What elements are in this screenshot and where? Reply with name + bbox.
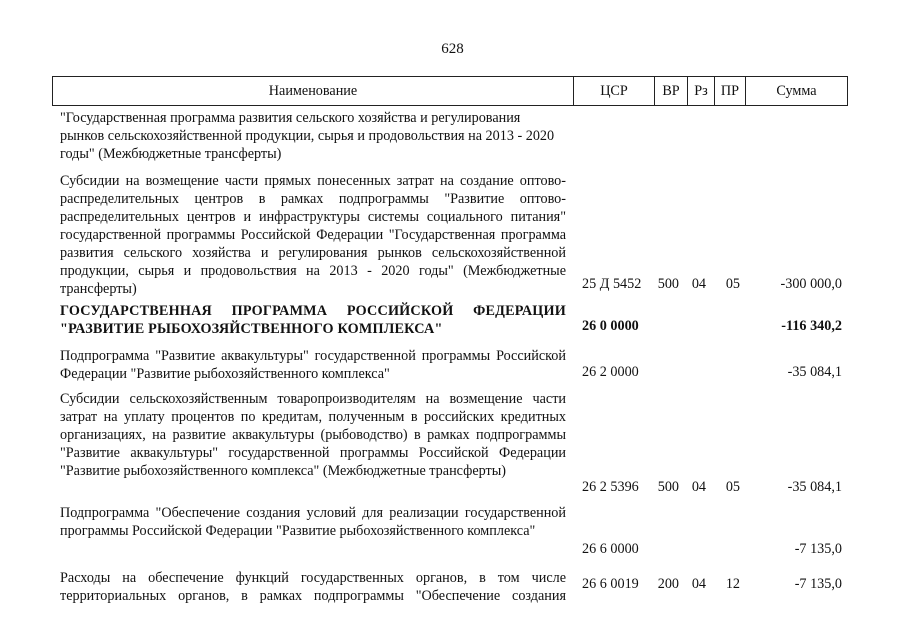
row-sum: -7 135,0 <box>794 576 842 592</box>
row-rz: 04 <box>691 276 706 292</box>
header-name: Наименование <box>268 83 358 99</box>
row-sum: -116 340,2 <box>781 318 842 334</box>
row-csr: 26 6 0019 <box>582 576 639 592</box>
header-rz: Рз <box>694 83 708 99</box>
header-sum: Сумма <box>776 83 817 99</box>
row-vr: 500 <box>657 479 679 495</box>
row-sum: -7 135,0 <box>794 541 842 557</box>
row-pr: 12 <box>725 576 740 592</box>
row-name: Расходы на обеспечение функций государственных органов, в том числе территориальных органов, в рамках подпрограммы "Обеспечение создания <box>60 570 566 604</box>
row-csr: 26 0 0000 <box>582 318 639 334</box>
row-sum: -300 000,0 <box>780 276 842 292</box>
table-header <box>52 76 848 106</box>
row-csr: 26 2 0000 <box>582 364 639 380</box>
header-csr: ЦСР <box>600 83 628 99</box>
row-name: "Государственная программа развития сельского хозяйства и регулирования рынков сельскохозяйственной продукции, сырья и продовольствия на 2013 - 2020 годы" (Межбюджетные трансферты) <box>60 110 555 162</box>
row-rz: 04 <box>691 576 706 592</box>
header-vr: ВР <box>662 83 680 99</box>
row-name: Подпрограмма "Развитие аквакультуры" государственной программы Российской Федерации "Развитие рыбохозяйственного комплекса" <box>60 348 566 382</box>
row-name: Субсидии сельскохозяйственным товаропроизводителям на возмещение части затрат на уплату процентов по кредитам, полученным в российских кредитных организациях, на развитие аквакультуры (рыбоводство) в рамках подпрограммы "Развитие аквакультуры" государственной программы Российской Федерации "Развитие рыбохозяйственного комплекса" (Межбюджетные трансферты) <box>60 391 566 479</box>
row-pr: 05 <box>725 276 740 292</box>
page-number: 628 <box>441 41 464 57</box>
row-csr: 26 6 0000 <box>582 541 639 557</box>
row-vr: 500 <box>657 276 679 292</box>
row-vr: 200 <box>657 576 679 592</box>
row-name: ГОСУДАРСТВЕННАЯ ПРОГРАММА РОССИЙСКОЙ ФЕДЕРАЦИИ "РАЗВИТИЕ РЫБОХОЗЯЙСТВЕННОГО КОМПЛЕКСА" <box>60 303 566 337</box>
row-csr: 25 Д 5452 <box>582 276 642 292</box>
row-sum: -35 084,1 <box>787 479 842 495</box>
row-name: Подпрограмма "Обеспечение создания условий для реализации государственной программы Российской Федерации "Развитие рыбохозяйственного комплекса" <box>60 505 566 539</box>
row-sum: -35 084,1 <box>787 364 842 380</box>
row-pr: 05 <box>725 479 740 495</box>
row-rz: 04 <box>691 479 706 495</box>
row-csr: 26 2 5396 <box>582 479 639 495</box>
header-pr: ПР <box>720 83 740 99</box>
row-name: Субсидии на возмещение части прямых понесенных затрат на создание оптово-распределительных центров в рамках подпрограммы "Развитие оптово-распределительных центров и инфраструктуры системы социального питания" государственной программы Российской Федерации "Государственная программа развития сельского хозяйства и регулирования рынков сельскохозяйственной продукции, сырья и продовольствия на 2013 - 2020 годы" (Межбюджетные трансферты) <box>60 173 566 297</box>
